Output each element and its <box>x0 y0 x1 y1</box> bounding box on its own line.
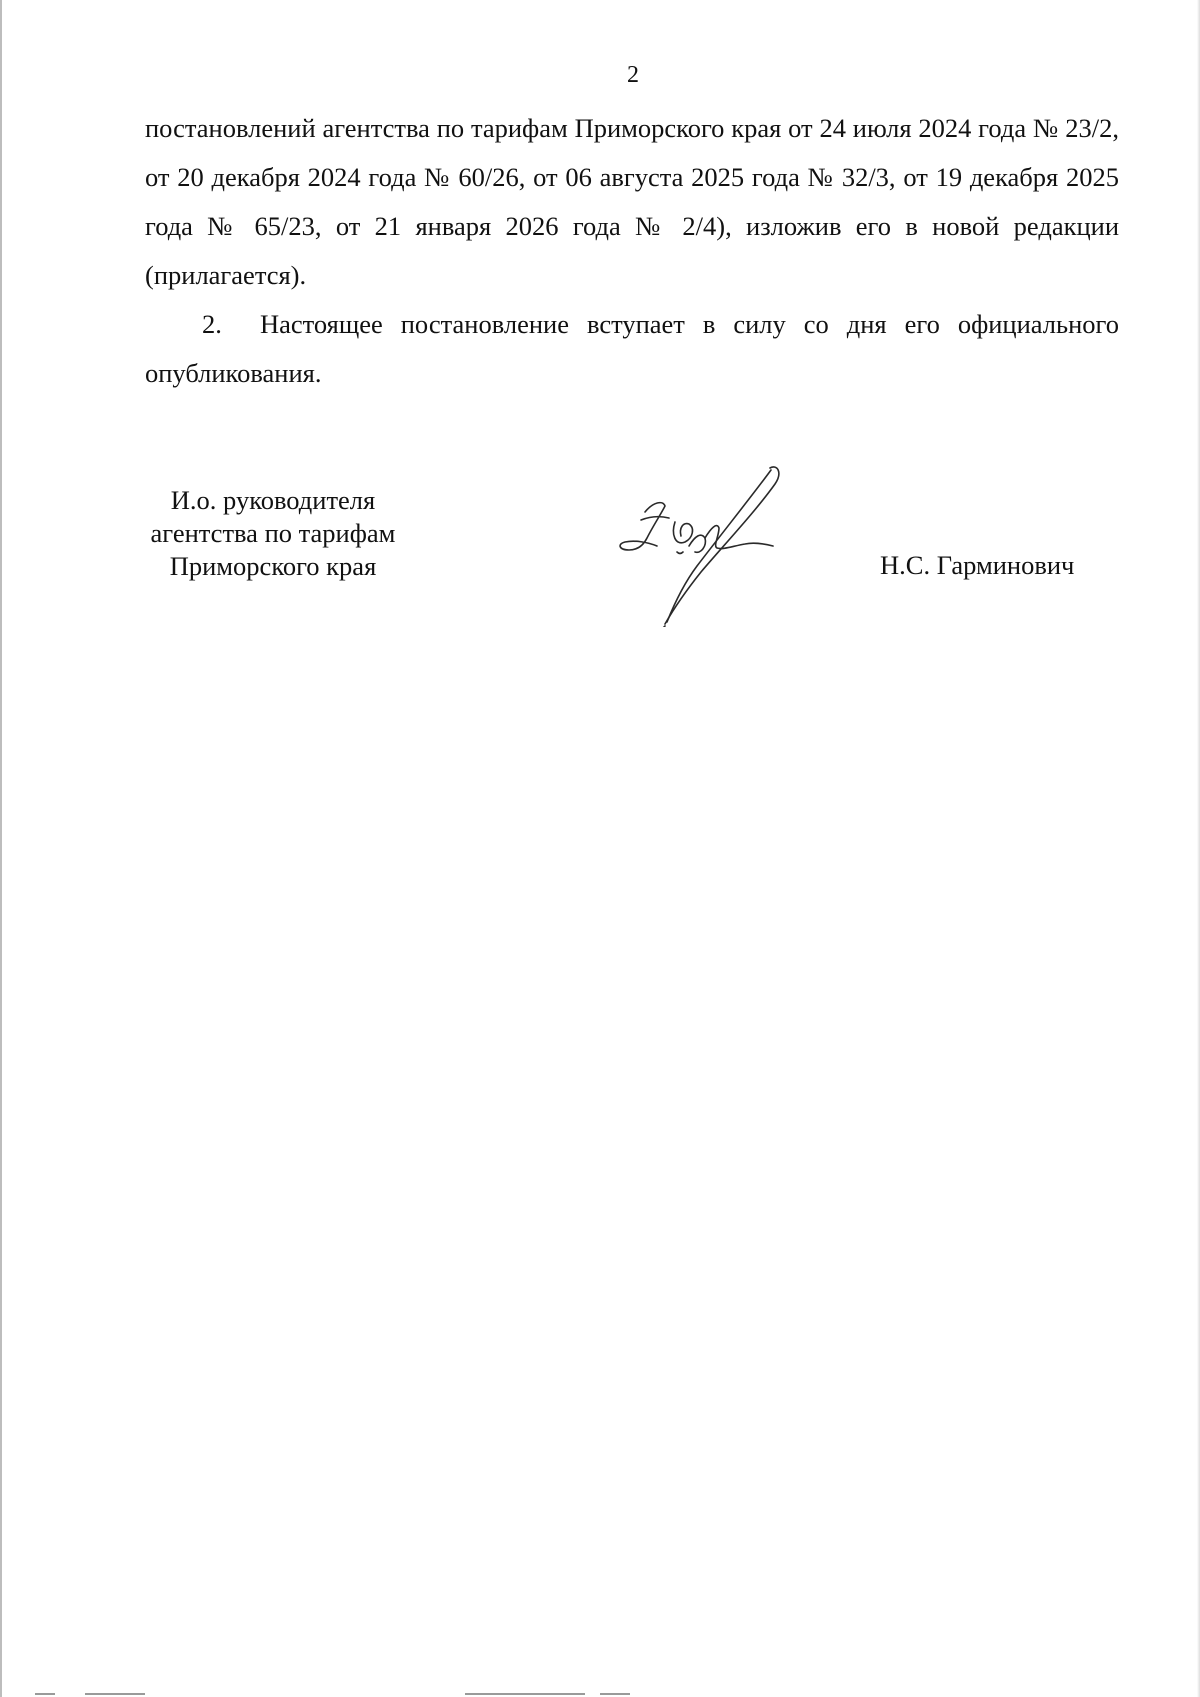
item-text: Настоящее постановление вступает в силу со дня его официального опубликования. <box>145 309 1119 388</box>
signer-position <box>128 484 418 583</box>
page-number: 2 <box>627 62 639 88</box>
document-body <box>145 104 1119 398</box>
signer-position-line: И.о. руководителя <box>170 485 376 515</box>
scan-bottom-marks <box>0 1691 1200 1695</box>
item-number: 2. <box>202 309 222 339</box>
scan-edge-left <box>0 0 2 1697</box>
signer-position-line: Приморского края <box>169 551 377 581</box>
paragraph-item-2 <box>145 300 1119 398</box>
handwritten-signature-image <box>605 462 795 627</box>
signer-position-line: агентства по тарифам <box>150 518 396 548</box>
signer-name: Н.С. Гарминович <box>880 550 1075 580</box>
paragraph-continuation: постановлений агентства по тарифам Приморского края от 24 июля 2024 года № 23/2, от 20 декабря 2024 года № 60/26, от 06 августа 2025 года № 32/3, от 19 декабря 2025 года № 65/23, от 21 января 2026 года № 2/4), изложив его в новой редакции (прилагается). <box>145 113 1119 290</box>
